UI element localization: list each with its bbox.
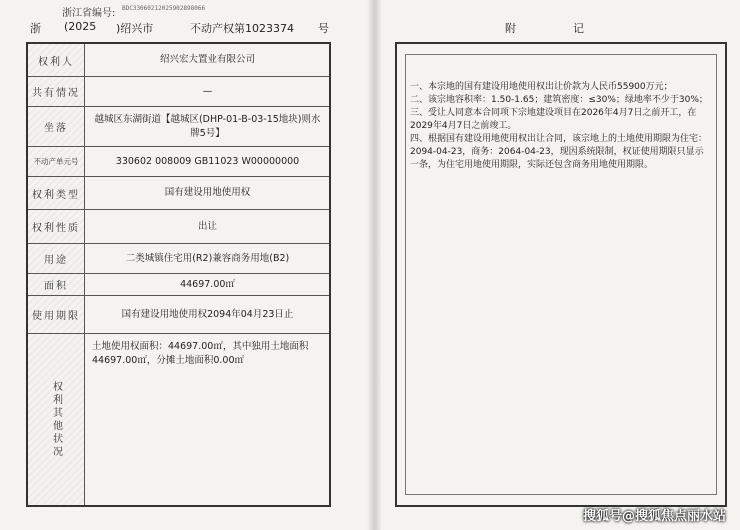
watermark: 搜狐号@搜狐焦点丽水站: [582, 509, 726, 524]
notes-header: [405, 20, 723, 38]
row-value: 土地使用权面积：44697.00㎡，其中独用土地面积44697.00㎡，分摊土地面积0.00㎡: [92, 341, 309, 366]
table-row: [28, 296, 329, 334]
row-value: 绍兴宏大置业有限公司: [159, 54, 255, 65]
row-value: —: [202, 85, 213, 97]
notes-table: [395, 42, 727, 507]
note-item: 一、本宗地的国有建设用地使用权出让价款为人民币55900万元；: [410, 82, 673, 92]
serial-code: BDC33060212025902898066: [122, 5, 206, 12]
notes-box: [405, 54, 717, 495]
table-row: [28, 210, 329, 244]
table-row: [28, 77, 329, 107]
table-row: [28, 177, 329, 210]
cert-prefix: 浙: [30, 22, 41, 35]
notes-title-b: 记: [573, 22, 586, 35]
row-label: 权利其他状况: [28, 334, 85, 505]
note-item: 三、受让人同意本合同项下宗地建设项目在2026年4月7日之前开工，在2029年4月7日之前竣工。: [410, 108, 697, 131]
row-value: 越城区东湖街道【越城区(DHP-01-B-03-15地块)则水牌5号】: [94, 113, 321, 139]
cert-title: 不动产权第1023374: [190, 22, 294, 35]
row-value: 国有建设用地使用权: [164, 187, 251, 198]
row-label: 不动产单元号: [28, 147, 85, 176]
table-row: [28, 334, 329, 505]
rights-table: [26, 42, 331, 507]
note-item: 四、根据国有建设用地使用权出让合同，该宗地上的土地使用期限为住宅：2094-04-23，商务：2064-04-23，现因系统限制，权证使用期限只显示一条，为住宅用地使用期限，实际还包含商务用地使用期限。: [410, 134, 708, 170]
table-row: [28, 274, 329, 296]
row-value: 330602 008009 GB11023 W00000000: [115, 155, 300, 167]
note-item: 二、该宗地容积率：1.50-1.65；建筑密度：≤30%；绿地率不少于30%；: [410, 95, 708, 105]
certificate-number-line: [26, 20, 346, 38]
notes-title-a: 附: [505, 22, 518, 35]
row-value: 二类城镇住宅用(R2)兼容商务用地(B2): [125, 252, 290, 264]
row-value: 出让: [197, 220, 217, 232]
row-label: 共有情况: [28, 77, 85, 106]
row-label: 面积: [28, 274, 85, 295]
registration-label: 浙江省编号:: [62, 8, 116, 19]
cert-suffix: 号: [318, 22, 329, 35]
cert-city: )绍兴市: [116, 22, 154, 35]
cert-year: (2025: [64, 20, 97, 33]
row-label: 权利人: [28, 44, 85, 76]
page-fold: [367, 0, 381, 530]
table-row: [28, 44, 329, 77]
row-label: 权利性质: [28, 210, 85, 243]
row-value: 国有建设用地使用权2094年04月23日止: [121, 308, 294, 320]
row-label: 用途: [28, 244, 85, 273]
row-value: 44697.00㎡: [180, 278, 235, 290]
table-row: [28, 147, 329, 177]
row-label: 权利类型: [28, 177, 85, 209]
notes-list: [410, 81, 712, 172]
row-label: 使用期限: [28, 296, 85, 333]
row-label: 坐落: [28, 107, 85, 146]
table-row: [28, 107, 329, 147]
table-row: [28, 244, 329, 274]
